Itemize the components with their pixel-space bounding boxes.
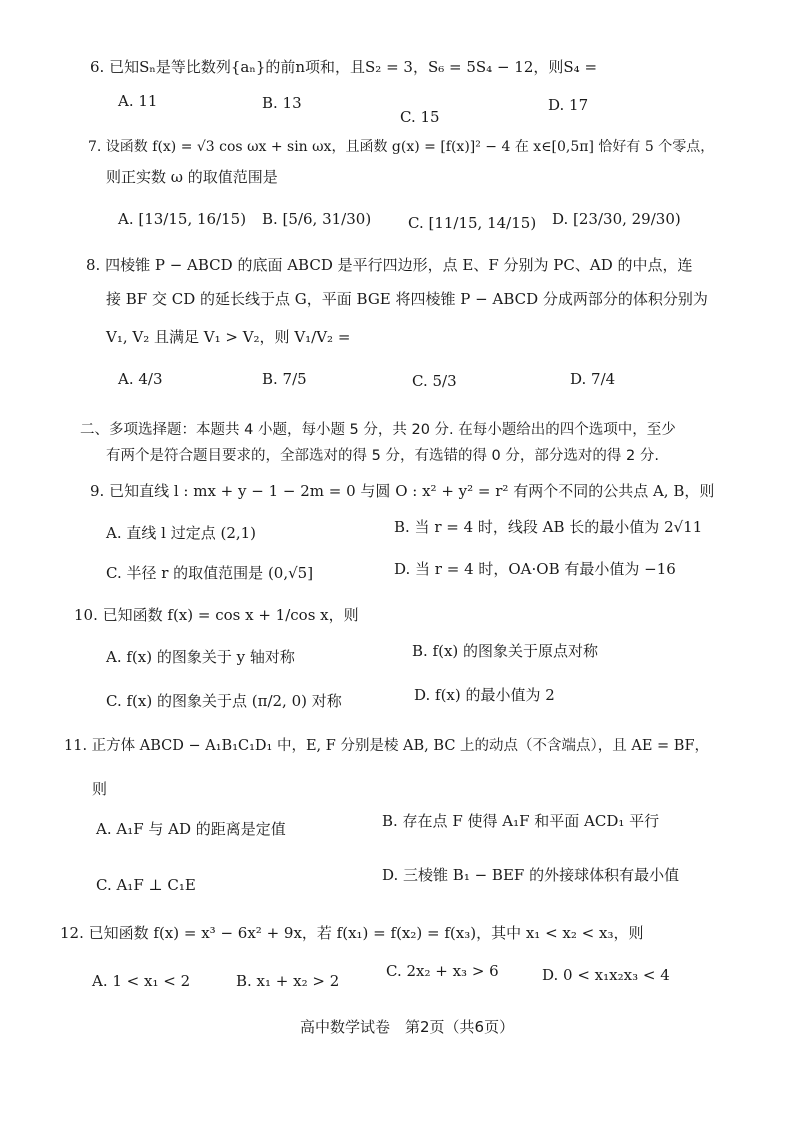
question-9-option-d: D. 当 r = 4 时，OA·OB 有最小值为 −16	[394, 560, 676, 578]
question-7-option-c: C. [11/15, 14/15)	[408, 214, 537, 232]
question-8-option-a: A. 4/3	[118, 370, 163, 388]
question-6-option-a: A. 11	[118, 92, 158, 110]
question-7-option-d: D. [23/30, 29/30)	[552, 210, 681, 228]
question-9-option-c: C. 半径 r 的取值范围是 (0,√5]	[106, 564, 314, 582]
question-11-stem: 11. 正方体 ABCD − A₁B₁C₁D₁ 中，E, F 分别是棱 AB, BC 上的动点（不含端点），且 AE = BF，	[64, 738, 710, 754]
question-9-option-a: A. 直线 l 过定点 (2,1)	[106, 524, 257, 542]
question-10-option-d: D. f(x) 的最小值为 2	[414, 686, 555, 704]
question-12-stem: 12. 已知函数 f(x) = x³ − 6x² + 9x，若 f(x₁) = f(x₂) = f(x₃)，其中 x₁ < x₂ < x₃，则	[60, 924, 644, 942]
question-6-option-d: D. 17	[548, 96, 589, 114]
page-footer: 高中数学试卷 第2页（共6页）	[300, 1018, 515, 1036]
question-11-option-d: D. 三棱锥 B₁ − BEF 的外接球体积有最小值	[382, 866, 680, 884]
question-9-option-b: B. 当 r = 4 时，线段 AB 长的最小值为 2√11	[394, 518, 703, 536]
question-10-option-c: C. f(x) 的图象关于点 (π/2, 0) 对称	[106, 692, 342, 710]
question-8-stem-line3: V₁, V₂ 且满足 V₁ > V₂，则 V₁/V₂ =	[106, 328, 351, 346]
question-12-option-a: A. 1 < x₁ < 2	[92, 972, 191, 990]
question-7-stem-line2: 则正实数 ω 的取值范围是	[106, 168, 278, 186]
question-8-option-c: C. 5/3	[412, 372, 457, 390]
question-6-option-b: B. 13	[262, 94, 302, 112]
question-12-option-c: C. 2x₂ + x₃ > 6	[386, 962, 499, 980]
question-10-option-b: B. f(x) 的图象关于原点对称	[412, 642, 599, 660]
question-11-option-c: C. A₁F ⊥ C₁E	[96, 876, 196, 894]
question-9-stem: 9. 已知直线 l : mx + y − 1 − 2m = 0 与圆 O : x² + y² = r² 有两个不同的公共点 A, B，则	[90, 482, 715, 500]
question-11-stem-line2: 则	[92, 780, 108, 798]
question-6-stem: 6. 已知Sₙ是等比数列{aₙ}的前n项和，且S₂ = 3，S₆ = 5S₄ − 12，则S₄ =	[90, 58, 598, 76]
question-11-option-b: B. 存在点 F 使得 A₁F 和平面 ACD₁ 平行	[382, 812, 660, 830]
question-10-stem: 10. 已知函数 f(x) = cos x + 1/cos x，则	[74, 606, 359, 624]
question-10-option-a: A. f(x) 的图象关于 y 轴对称	[106, 648, 295, 666]
question-7-option-b: B. [5/6, 31/30)	[262, 210, 372, 228]
question-12-option-d: D. 0 < x₁x₂x₃ < 4	[542, 966, 670, 984]
question-8-stem-line2: 接 BF 交 CD 的延长线于点 G，平面 BGE 将四棱锥 P − ABCD 分成两部分的体积分别为	[106, 290, 708, 308]
section-2-instructions-line2: 有两个是符合题目要求的，全部选对的得 5 分，有选错的得 0 分，部分选对的得 2 分.	[106, 448, 659, 464]
question-8-option-d: D. 7/4	[570, 370, 616, 388]
question-8-option-b: B. 7/5	[262, 370, 307, 388]
question-6-option-c: C. 15	[400, 108, 440, 126]
question-11-option-a: A. A₁F 与 AD 的距离是定值	[96, 820, 286, 838]
question-7-stem: 7. 设函数 f(x) = √3 cos ωx + sin ωx，且函数 g(x) = [f(x)]² − 4 在 x∈[0,5π] 恰好有 5 个零点，	[88, 139, 715, 155]
question-7-option-a: A. [13/15, 16/15)	[118, 210, 247, 228]
section-2-instructions-line1: 二、多项选择题：本题共 4 小题，每小题 5 分，共 20 分. 在每小题给出的四个选项中，至少	[80, 422, 676, 438]
question-12-option-b: B. x₁ + x₂ > 2	[236, 972, 340, 990]
question-8-stem: 8. 四棱锥 P − ABCD 的底面 ABCD 是平行四边形，点 E、F 分别为 PC、AD 的中点，连	[86, 256, 693, 274]
